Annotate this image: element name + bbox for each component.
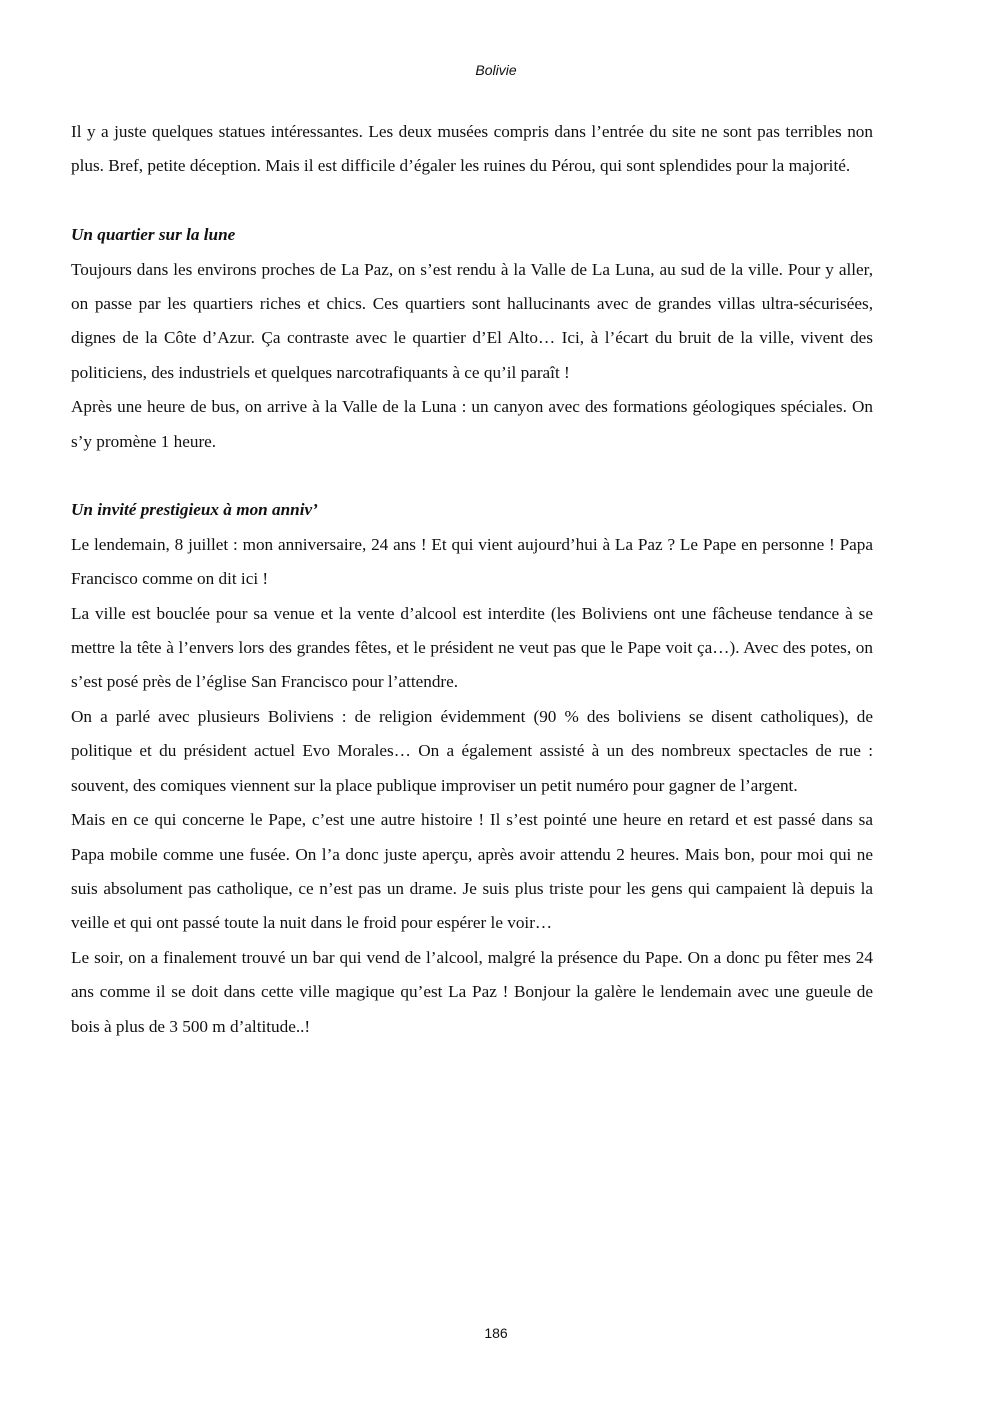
running-header: Bolivie (475, 62, 517, 78)
paragraph: Toujours dans les environs proches de La Paz, on s’est rendu à la Valle de La Luna, au sud de la ville. Pour y aller, on passe par les quartiers riches et chics. Ces quartiers sont hallucinants avec de grandes villas ultra-sécurisées, dignes de la Côte d’Azur. Ça contraste avec le quartier d’El Alto… Ici, à l’écart du bruit de la ville, vivent des politiciens, des industriels et quelques narcotrafiquants à ce qu’il paraît ! (71, 259, 873, 382)
intro-paragraph: Il y a juste quelques statues intéressantes. Les deux musées compris dans l’entrée du site ne sont pas terribles non plus. Bref, petite déception. Mais il est difficile d’égaler les ruines du Pérou, qui sont splendides pour la majorité. (71, 122, 873, 176)
paragraph: Après une heure de bus, on arrive à la Valle de la Luna : un canyon avec des formations géologiques spéciales. On s’y promène 1 heure. (71, 397, 873, 451)
paragraph: On a parlé avec plusieurs Boliviens : de religion évidemment (90 % des boliviens se disent catholiques), de politique et du président actuel Evo Morales… On a également assisté à un des nombreux spectacles de rue : souvent, des comiques viennent sur la place publique improviser un petit numéro pour gagner de l’argent. (71, 706, 873, 795)
section-heading-anniv: Un invité prestigieux à mon anniv’ (71, 500, 318, 520)
paragraph: Le soir, on a finalement trouvé un bar qui vend de l’alcool, malgré la présence du Pape. On a donc pu fêter mes 24 ans comme il se doit dans cette ville magique qu’est La Paz ! Bonjour la galère le lendemain avec une gueule de bois à plus de 3 500 m d’altitude..! (71, 947, 873, 1036)
paragraph: La ville est bouclée pour sa venue et la vente d’alcool est interdite (les Boliviens ont une fâcheuse tendance à se mettre la tête à l’envers lors des grandes fêtes, et le président ne veut pas que le Pape voit ça…). Avec des potes, on s’est posé près de l’église San Francisco pour l’attendre. (71, 603, 873, 692)
section-spacer (71, 459, 873, 493)
section-spacer (71, 184, 873, 218)
section-heading-lune: Un quartier sur la lune (71, 225, 236, 245)
paragraph: Le lendemain, 8 juillet : mon anniversaire, 24 ans ! Et qui vient aujourd’hui à La Paz ? Le Pape en personne ! Papa Francisco comme on dit ici ! (71, 534, 873, 589)
page-body (71, 115, 873, 1044)
paragraph: Mais en ce qui concerne le Pape, c’est une autre histoire ! Il s’est pointé une heure en retard et est passé dans sa Papa mobile comme une fusée. On l’a donc juste aperçu, après avoir attendu 2 heures. Mais bon, pour moi qui ne suis absolument pas catholique, ce n’est pas un drame. Je suis plus triste pour les gens qui campaient là depuis la veille et qui ont passé toute la nuit dans le froid pour espérer le voir… (71, 810, 873, 933)
page-number: 186 (484, 1325, 508, 1341)
